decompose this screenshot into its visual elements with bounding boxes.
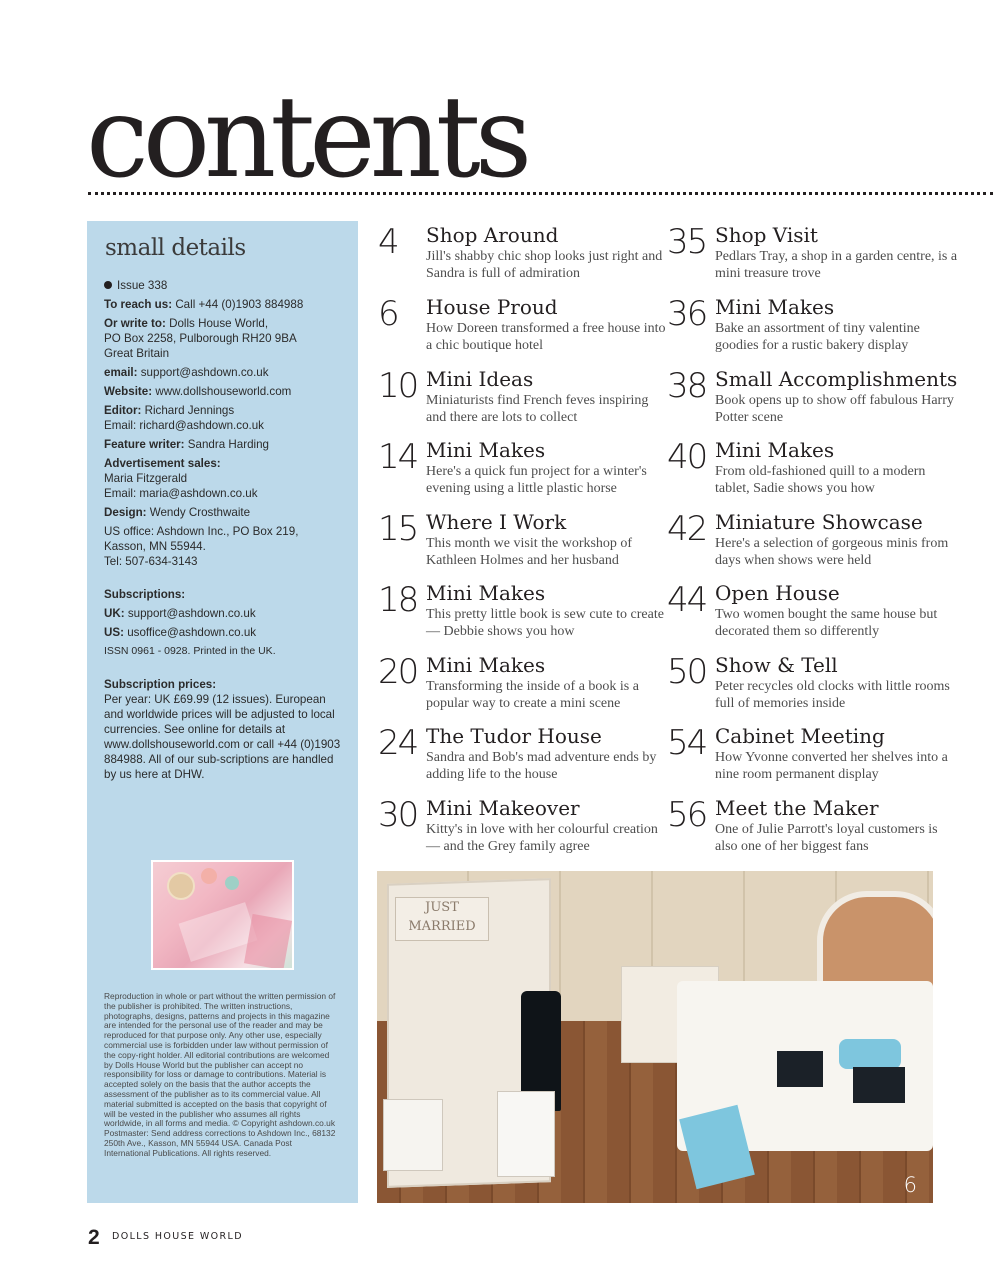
page-number: 10 bbox=[378, 366, 418, 406]
entry-title[interactable]: Mini Makes bbox=[426, 438, 546, 462]
page-number: 4 bbox=[378, 222, 398, 262]
design-label: Design: bbox=[104, 506, 147, 519]
contents-entry[interactable] bbox=[667, 295, 957, 361]
editor-label: Editor: bbox=[104, 404, 142, 417]
address-line: PO Box 2258, Pulborough RH20 9BA bbox=[104, 332, 297, 345]
sidebar-title: small details bbox=[105, 235, 246, 261]
contents-entry[interactable] bbox=[378, 510, 668, 576]
subs-uk-label: UK: bbox=[104, 607, 125, 620]
contents-entry[interactable] bbox=[667, 724, 957, 790]
entry-title[interactable]: Small Accomplishments bbox=[715, 367, 958, 391]
legal-notice bbox=[104, 992, 336, 1159]
subs-us-email[interactable]: usoffice@ashdown.co.uk bbox=[127, 626, 257, 639]
entry-title[interactable]: Cabinet Meeting bbox=[715, 724, 885, 748]
page-number: 50 bbox=[667, 652, 707, 692]
entry-title[interactable]: The Tudor House bbox=[426, 724, 602, 748]
website-label: Website: bbox=[104, 385, 153, 398]
contents-entry[interactable] bbox=[378, 653, 668, 719]
entry-description: How Doreen transformed a free house into a chic boutique hotel bbox=[426, 321, 666, 353]
entry-title[interactable]: Where I Work bbox=[426, 510, 567, 534]
entry-description: One of Julie Parrott's loyal customers is also one of her biggest fans bbox=[715, 822, 938, 854]
us-office-line: US office: Ashdown Inc., PO Box 219, bbox=[104, 525, 299, 538]
crafts-thumbnail-image bbox=[151, 860, 294, 970]
per-year-label: Per year: bbox=[104, 693, 152, 706]
reach-label: To reach us: bbox=[104, 298, 173, 311]
entry-description: Miniaturists find French feves inspiring and there are lots to collect bbox=[426, 393, 649, 425]
editor-name: Richard Jennings bbox=[144, 404, 235, 417]
entry-title[interactable]: Mini Makes bbox=[426, 581, 546, 605]
contents-entry[interactable] bbox=[378, 367, 668, 433]
entry-description: Pedlars Tray, a shop in a garden centre, is a mini treasure trove bbox=[715, 249, 958, 281]
contents-entry[interactable] bbox=[667, 510, 957, 576]
email-link[interactable]: support@ashdown.co.uk bbox=[140, 366, 269, 379]
contents-entry[interactable] bbox=[667, 223, 957, 289]
entry-description: Here's a quick fun project for a winter's evening using a little plastic horse bbox=[426, 464, 647, 496]
us-office-phone: Tel: 507-634-3143 bbox=[104, 555, 198, 568]
entry-title[interactable]: Miniature Showcase bbox=[715, 510, 923, 534]
entry-description: This month we visit the workshop of Kathleen Holmes and her husband bbox=[426, 536, 633, 568]
subs-uk-email[interactable]: support@ashdown.co.uk bbox=[127, 607, 256, 620]
dotted-divider bbox=[88, 192, 993, 195]
entry-description: Peter recycles old clocks with little rooms full of memories inside bbox=[715, 679, 950, 711]
contents-entry[interactable] bbox=[378, 724, 668, 790]
page-number: 40 bbox=[667, 437, 707, 477]
ad-sales-name: Maria Fitzgerald bbox=[104, 472, 188, 485]
issue-number: Issue 338 bbox=[117, 279, 168, 292]
page-number: 30 bbox=[378, 795, 418, 835]
entry-description: Book opens up to show off fabulous Harry Potter scene bbox=[715, 393, 954, 425]
gift-box bbox=[777, 1051, 823, 1087]
contents-entry[interactable] bbox=[667, 581, 957, 647]
contents-entry[interactable] bbox=[378, 223, 668, 289]
entry-description: Here's a selection of gorgeous minis from days when shows were held bbox=[715, 536, 949, 568]
contents-entry[interactable] bbox=[667, 367, 957, 433]
page-number: 35 bbox=[667, 222, 707, 262]
page-number: 44 bbox=[667, 580, 707, 620]
entry-description: Two women bought the same house but decorated them so differently bbox=[715, 607, 938, 639]
subs-us-label: US: bbox=[104, 626, 124, 639]
prices-text: UK £69.99 (12 issues). European and worldwide prices will be adjusted to local currencies. See online for details at www.dollshouseworld.com or call +44 (0)1903 884988. All of our sub-scriptions are handled by us here at DHW. bbox=[104, 693, 341, 781]
postmaster-text: Postmaster: Send address corrections to Ashdown Inc., 68132 250th Ave., Kasson, MN 55944 USA. Canada Post International Publications. All rights reserved. bbox=[104, 1128, 336, 1158]
contents-entry[interactable] bbox=[667, 438, 957, 504]
entry-description: Transforming the inside of a book is a popular way to create a mini scene bbox=[426, 679, 639, 711]
page-number: 36 bbox=[667, 294, 707, 334]
entry-title[interactable]: Shop Visit bbox=[715, 223, 818, 247]
shopping-bag bbox=[383, 1099, 443, 1171]
website-link[interactable]: www.dollshouseworld.com bbox=[155, 385, 292, 398]
feature-writer-label: Feature writer: bbox=[104, 438, 185, 451]
write-label: Or write to: bbox=[104, 317, 166, 330]
page-number: 38 bbox=[667, 366, 707, 406]
small-details-sidebar bbox=[87, 221, 358, 1203]
us-office-line: Kasson, MN 55944. bbox=[104, 540, 206, 553]
entry-title[interactable]: Mini Ideas bbox=[426, 367, 534, 391]
entry-description: Kitty's in love with her colourful creation — and the Grey family agree bbox=[426, 822, 658, 854]
entry-description: From old-fashioned quill to a modern tablet, Sadie shows you how bbox=[715, 464, 926, 496]
blue-tissue bbox=[839, 1039, 901, 1069]
entry-description: Sandra and Bob's mad adventure ends by adding life to the house bbox=[426, 750, 657, 782]
page-number: 18 bbox=[378, 580, 418, 620]
page-number: 20 bbox=[378, 652, 418, 692]
designer-name: Wendy Crosthwaite bbox=[149, 506, 251, 519]
gift-box bbox=[853, 1067, 905, 1103]
bullet-icon bbox=[104, 281, 112, 289]
ad-sales-email[interactable]: Email: maria@ashdown.co.uk bbox=[104, 487, 258, 500]
entry-title[interactable]: Mini Makes bbox=[715, 295, 835, 319]
address-line: Great Britain bbox=[104, 347, 170, 360]
contents-entry[interactable] bbox=[378, 581, 668, 647]
page-number: 56 bbox=[667, 795, 707, 835]
entry-description: Jill's shabby chic shop looks just right and Sandra is full of admiration bbox=[426, 249, 663, 281]
entry-description: This pretty little book is sew cute to create — Debbie shows you how bbox=[426, 607, 664, 639]
copyright-text: Reproduction in whole or part without the written permission of the publisher is prohibited. The written instructions, photographs, designs, patterns and projects in this magazine are intended for the personal use of the reader and may be reproduced for that purpose only. Any other use, especially commercial use is forbidden under law without permission of the copy-right holder. All editorial contributions are welcomed by Dolls House World but the publisher can accept no responsibility for loss or damage to contributions. Material is accepted solely on the basis that the author accepts the assessment of the publisher as to its commercial value. All material submitted is accepted on the basis that copyright of will be vested in the publisher who assumes all rights worldwide, in all forms and media. © Copyright ashdown.co.uk bbox=[104, 991, 336, 1129]
shopping-bag bbox=[497, 1091, 555, 1177]
editor-email[interactable]: Email: richard@ashdown.co.uk bbox=[104, 419, 264, 432]
entry-title[interactable]: Mini Makes bbox=[715, 438, 835, 462]
page-folio: 2 bbox=[88, 1226, 99, 1249]
prices-label: Subscription prices: bbox=[104, 678, 217, 691]
photo-page-ref: 6 bbox=[903, 1173, 917, 1197]
contents-entry[interactable] bbox=[667, 796, 957, 862]
entry-title[interactable]: Show & Tell bbox=[715, 653, 838, 677]
entry-title[interactable]: Open House bbox=[715, 581, 840, 605]
ad-sales-label: Advertisement sales: bbox=[104, 457, 221, 470]
page-number: 54 bbox=[667, 723, 707, 763]
page-number: 14 bbox=[378, 437, 418, 477]
magazine-runner: DOLLS HOUSE WORLD bbox=[112, 1231, 243, 1242]
page-number: 6 bbox=[378, 294, 398, 334]
masthead-title: contents bbox=[86, 73, 527, 203]
page-number: 24 bbox=[378, 723, 418, 763]
reach-phone: Call +44 (0)1903 884988 bbox=[175, 298, 304, 311]
entry-title[interactable]: Meet the Maker bbox=[715, 796, 879, 820]
address-line: Dolls House World, bbox=[169, 317, 269, 330]
entry-title[interactable]: Mini Makeover bbox=[426, 796, 580, 820]
printed-note: Printed in the UK. bbox=[193, 645, 276, 657]
sidebar-details bbox=[104, 278, 344, 786]
entry-description: Bake an assortment of tiny valentine goodies for a rustic bakery display bbox=[715, 321, 920, 353]
contents-entry[interactable] bbox=[667, 653, 957, 719]
contents-entry[interactable] bbox=[378, 438, 668, 504]
dolls-house-bedroom-photo[interactable] bbox=[377, 871, 933, 1203]
entry-title[interactable]: Shop Around bbox=[426, 223, 559, 247]
page-number: 15 bbox=[378, 509, 418, 549]
issn: ISSN 0961 - 0928. bbox=[104, 645, 191, 657]
entry-description: How Yvonne converted her shelves into a nine room permanent display bbox=[715, 750, 948, 782]
subscriptions-label: Subscriptions: bbox=[104, 588, 186, 601]
feature-writer-name: Sandra Harding bbox=[187, 438, 269, 451]
just-married-sign: JUST MARRIED bbox=[395, 897, 489, 941]
page-number: 42 bbox=[667, 509, 707, 549]
entry-title[interactable]: Mini Makes bbox=[426, 653, 546, 677]
contents-entry[interactable] bbox=[378, 295, 668, 361]
email-label: email: bbox=[104, 366, 138, 379]
entry-title[interactable]: House Proud bbox=[426, 295, 558, 319]
contents-entry[interactable] bbox=[378, 796, 668, 862]
